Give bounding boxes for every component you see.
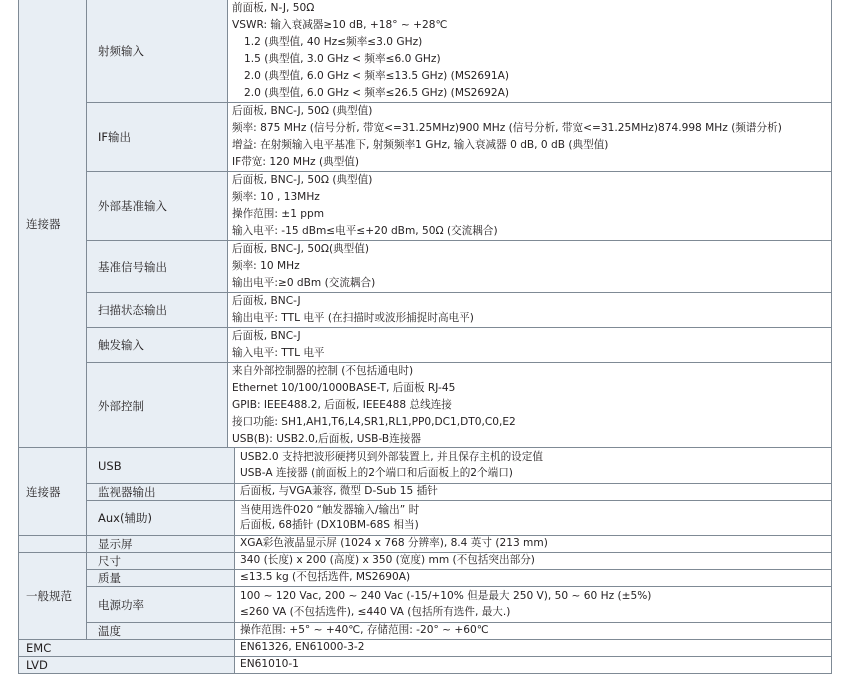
connector-spec-table	[18, 0, 832, 449]
row-desc-external-control	[228, 363, 832, 449]
row-desc-temperature	[235, 623, 832, 640]
row-desc-sweep-status-output	[228, 293, 832, 328]
category-label: 一般规范	[26, 589, 72, 603]
row-label-dimensions	[87, 553, 235, 570]
row-label: LVD	[26, 658, 48, 672]
general-spec-table	[18, 447, 832, 674]
row-label: 电源功率	[98, 597, 144, 612]
desc-line: 操作范围: ±1 ppm	[232, 208, 325, 220]
row-desc-emc	[235, 640, 832, 657]
row-label-aux	[87, 501, 235, 536]
category-connectors	[19, 0, 87, 449]
table-row	[19, 293, 832, 328]
row-label-power	[87, 587, 235, 623]
row-desc-mass	[235, 570, 832, 587]
desc-line: 频率: 10 , 13MHz	[232, 191, 320, 203]
row-desc-aux	[235, 501, 832, 536]
desc-line: 1.5 (典型值, 3.0 GHz < 频率≤6.0 GHz)	[244, 53, 441, 65]
row-label: 射频输入	[98, 44, 144, 58]
row-label-ref-signal-output	[87, 241, 228, 293]
table-row	[19, 448, 832, 484]
row-desc-ext-ref-input	[228, 172, 832, 241]
row-label-trigger-input	[87, 328, 228, 363]
row-desc-power	[235, 587, 832, 623]
table-row	[19, 587, 832, 623]
row-desc-rf-input	[228, 0, 832, 103]
desc-line: 1.2 (典型值, 40 Hz≤频率≤3.0 GHz)	[244, 36, 423, 48]
table-row	[19, 623, 832, 640]
desc-line: USB-A 连接器 (前面板上的2个端口和后面板上的2个端口)	[240, 466, 513, 479]
desc-line: 输入电平: -15 dBm≤电平≤+20 dBm, 50Ω (交流耦合)	[232, 225, 498, 237]
table-row	[19, 536, 832, 553]
row-label: IF输出	[98, 130, 132, 144]
table-row	[19, 657, 832, 674]
desc-line: 后面板, BNC-J, 50Ω(典型值)	[232, 243, 369, 255]
row-label: 扫描状态输出	[98, 303, 167, 317]
category-label: 连接器	[26, 217, 61, 231]
desc-line: 频率: 875 MHz (信号分析, 带宽<=31.25MHz)900 MHz (信号分析, 带宽<=31.25MHz)874.998 MHz (频谱分析)	[232, 122, 782, 134]
desc-line: 100 ~ 120 Vac, 200 ~ 240 Vac (-15/+10% 但是最大 250 V), 50 ~ 60 Hz (±5%)	[240, 590, 652, 602]
row-label: 触发输入	[98, 338, 144, 352]
row-desc-ref-signal-output	[228, 241, 832, 293]
desc-line: 后面板, BNC-J, 50Ω (典型值)	[232, 105, 373, 117]
desc-line: 输入电平: TTL 电平	[232, 347, 325, 359]
table-row	[19, 172, 832, 241]
desc-line: IF带宽: 120 MHz (典型值)	[232, 156, 360, 168]
table-row	[19, 501, 832, 536]
desc-line: 操作范围: +5° ~ +40℃, 存储范围: -20° ~ +60℃	[240, 624, 489, 637]
row-desc-dimensions	[235, 553, 832, 570]
row-label: 温度	[98, 624, 121, 638]
desc-line: EN61326, EN61000-3-2	[240, 641, 365, 654]
row-desc-monitor-output	[235, 484, 832, 501]
row-label: 尺寸	[98, 554, 121, 568]
desc-line: USB2.0 支持把波形硬拷贝到外部装置上, 并且保存主机的设定值	[240, 451, 543, 463]
desc-line: 后面板, 68插针 (DX10BM-68S 相当)	[240, 519, 419, 531]
desc-line: 来自外部控制器的控制 (不包括通电时)	[232, 365, 414, 377]
category-label: 连接器	[26, 484, 61, 499]
desc-line: ≤13.5 kg (不包括选件, MS2690A)	[240, 571, 411, 584]
table-row	[19, 363, 832, 449]
desc-line: 2.0 (典型值, 6.0 GHz < 频率≤26.5 GHz) (MS2692A)	[244, 87, 510, 99]
row-desc-trigger-input	[228, 328, 832, 363]
row-desc-if-output	[228, 103, 832, 172]
row-label-mass	[87, 570, 235, 587]
row-label: 外部基准输入	[98, 199, 167, 213]
desc-line: 后面板, BNC-J	[232, 330, 301, 342]
desc-line: 前面板, N-J, 50Ω	[232, 2, 315, 14]
row-desc-display	[235, 536, 832, 553]
desc-line: 输出电平:≥0 dBm (交流耦合)	[232, 277, 376, 289]
row-label-rf-input	[87, 0, 228, 103]
row-label-lvd	[19, 657, 235, 674]
category-general	[19, 553, 87, 640]
row-label-display	[87, 536, 235, 553]
desc-line: USB(B): USB2.0,后面板, USB-B连接器	[232, 433, 421, 445]
row-label-ext-ref-input	[87, 172, 228, 241]
desc-line: 后面板, BNC-J	[232, 295, 301, 307]
row-label: Aux(辅助)	[98, 511, 152, 525]
category-blank	[19, 536, 87, 553]
category-connectors-2	[19, 448, 87, 536]
table-row	[19, 640, 832, 657]
desc-line: 增益: 在射频输入电平基准下, 射频频率1 GHz, 输入衰减器 0 dB, 0 dB (典型值)	[232, 139, 609, 151]
table-row	[19, 484, 832, 501]
desc-line: 340 (长度) x 200 (高度) x 350 (宽度) mm (不包括突出部分)	[240, 554, 535, 567]
row-label-external-control	[87, 363, 228, 449]
table-row	[19, 570, 832, 587]
desc-line: GPIB: IEEE488.2, 后面板, IEEE488 总线连接	[232, 399, 452, 411]
desc-line: 后面板, BNC-J, 50Ω (典型值)	[232, 174, 373, 186]
row-label: EMC	[26, 641, 52, 655]
row-label: 质量	[98, 571, 121, 585]
desc-line: 当使用选件020 “触发器输入/输出” 时	[240, 503, 420, 516]
table-row	[19, 103, 832, 172]
table-row	[19, 241, 832, 293]
row-label: USB	[98, 458, 122, 473]
row-label-emc	[19, 640, 235, 657]
row-label-sweep-status-output	[87, 293, 228, 328]
row-label: 基准信号输出	[98, 259, 167, 274]
row-desc-lvd	[235, 657, 832, 674]
row-label: 外部控制	[98, 398, 144, 413]
table-row	[19, 553, 832, 570]
row-desc-usb	[235, 448, 832, 484]
desc-line: 接口功能: SH1,AH1,T6,L4,SR1,RL1,PP0,DC1,DT0,C0,E2	[232, 416, 516, 428]
desc-line: 输出电平: TTL 电平 (在扫描时或波形捕捉时高电平)	[232, 312, 474, 324]
desc-line: 2.0 (典型值, 6.0 GHz < 频率≤13.5 GHz) (MS2691A)	[244, 70, 510, 82]
row-label: 显示屏	[98, 537, 133, 551]
row-label-if-output	[87, 103, 228, 172]
desc-line: XGA彩色液晶显示屏 (1024 x 768 分辨率), 8.4 英寸 (213 mm)	[240, 537, 548, 550]
row-label-monitor-output	[87, 484, 235, 501]
desc-line: Ethernet 10/100/1000BASE-T, 后面板 RJ-45	[232, 382, 456, 394]
desc-line: 频率: 10 MHz	[232, 260, 300, 272]
desc-line: 后面板, 与VGA兼容, 微型 D-Sub 15 插针	[240, 485, 438, 498]
desc-line: ≤260 VA (不包括选件), ≤440 VA (包括所有选件, 最大.)	[240, 605, 511, 618]
desc-line: VSWR: 输入衰减器≥10 dB, +18° ~ +28℃	[232, 19, 448, 31]
row-label-temperature	[87, 623, 235, 640]
row-label: 监视器输出	[98, 485, 156, 499]
desc-line: EN61010-1	[240, 658, 299, 671]
row-label-usb	[87, 448, 235, 484]
table-row	[19, 0, 832, 103]
table-row	[19, 328, 832, 363]
